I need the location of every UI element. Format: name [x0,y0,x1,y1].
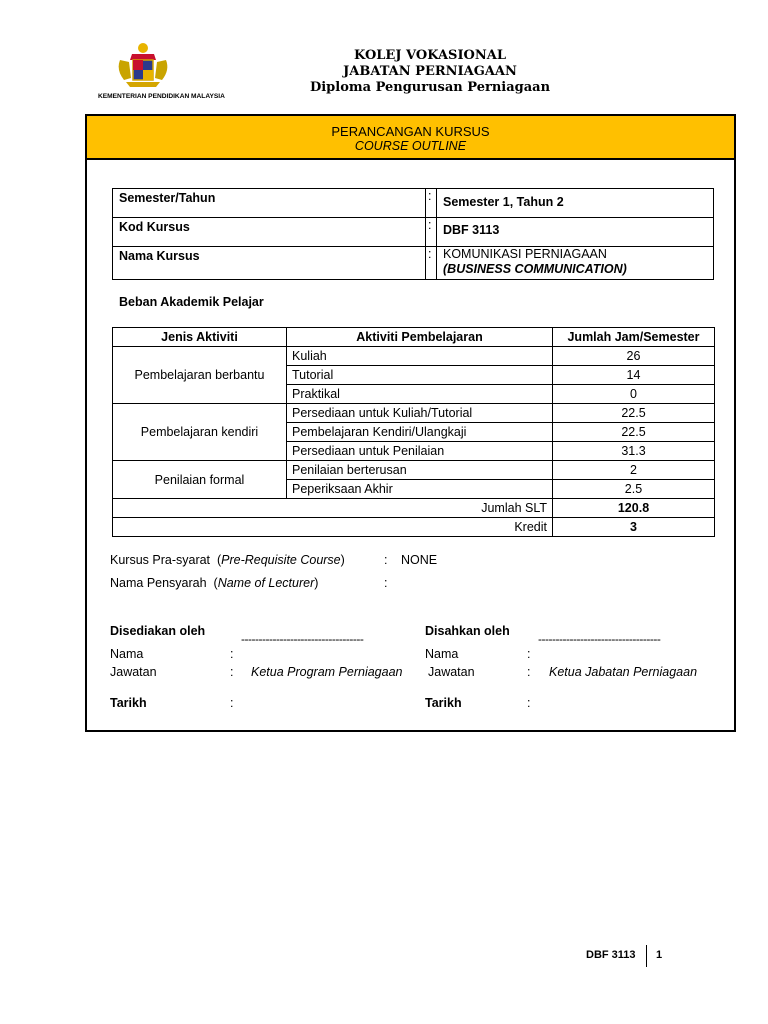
course-name-malay: KOMUNIKASI PERNIAGAAN [443,247,607,261]
prepared-jawatan-label: Jawatan [110,665,157,679]
approved-nama-label: Nama [425,647,459,661]
table-row [113,404,715,423]
prepared-tarikh-sep: : [230,696,234,710]
course-info-table [112,188,714,280]
table-row [113,518,715,537]
activity-type: Pembelajaran kendiri [113,404,287,461]
activity-hours: 22.5 [553,423,715,442]
prepared-nama-sep: : [230,647,234,661]
activity-name: Persediaan untuk Kuliah/Tutorial [287,404,553,423]
activity-hours: 26 [553,347,715,366]
info-sep: : [426,218,437,247]
activity-name: Peperiksaan Akhir [287,480,553,499]
approved-jawatan-sep: : [527,665,531,679]
activity-type: Penilaian formal [113,461,287,499]
table-row [113,247,714,280]
course-outline-banner [87,116,734,160]
prepared-jawatan-value: Ketua Program Perniagaan [251,665,403,679]
prereq-label-en: Pre-Requisite Course [221,553,341,567]
activity-hours: 22.5 [553,404,715,423]
lecturer-sep: : [384,576,388,590]
info-label: Nama Kursus [113,247,426,280]
department-name: JABATAN PERNIAGAAN [343,64,517,79]
info-label: Semester/Tahun [113,189,426,218]
info-value: Semester 1, Tahun 2 [437,189,714,218]
footer-course-code: DBF 3113 [586,949,636,961]
activity-hours: 2 [553,461,715,480]
approved-by-title: Disahkan oleh [425,624,510,638]
table-row [113,218,714,247]
activity-name: Kuliah [287,347,553,366]
table-header-row [113,328,715,347]
prepared-nama-label: Nama [110,647,144,661]
banner-title: PERANCANGAN KURSUS [331,124,490,139]
approved-jawatan-label: Jawatan [428,665,475,679]
activity-name: Persediaan untuk Penilaian [287,442,553,461]
activity-hours: 2.5 [553,480,715,499]
prepared-tarikh-label: Tarikh [110,696,147,710]
prereq-value: NONE [401,553,438,567]
lecturer-label-text: Nama Pensyarah [110,576,207,590]
activity-type: Pembelajaran berbantu [113,347,287,404]
diploma-name: Diploma Pengurusan Perniagaan [309,80,551,95]
column-header: Jumlah Jam/Semester [553,328,715,347]
info-value: DBF 3113 [437,218,714,247]
column-header: Jenis Aktiviti [113,328,287,347]
ministry-label: KEMENTERIAN PENDIDIKAN MALAYSIA [98,93,225,100]
coat-of-arms-logo [98,40,228,102]
approved-nama-sep: : [527,647,531,661]
prereq-sep: : [384,553,388,567]
banner-subtitle: COURSE OUTLINE [354,139,467,153]
lecturer-label: Nama Pensyarah (Name of Lecturer) [110,576,319,590]
info-sep: : [426,189,437,218]
prepared-signature-line: ----------------------------------- [241,632,364,646]
prereq-label: Kursus Pra-syarat (Pre-Requisite Course) [110,553,345,567]
prepared-jawatan-sep: : [230,665,234,679]
column-header: Aktiviti Pembelajaran [287,328,553,347]
activity-hours: 14 [553,366,715,385]
info-value [437,247,714,280]
course-name-english: (BUSINESS COMMUNICATION) [443,262,627,276]
activity-table [112,327,715,537]
total-slt-label: Jumlah SLT [113,499,553,518]
total-slt-value: 120.8 [553,499,715,518]
table-row [113,461,715,480]
page-number: 1 [656,949,663,961]
info-sep: : [426,247,437,280]
lecturer-label-en: Name of Lecturer [217,576,315,590]
prepared-by-title: Disediakan oleh [110,624,206,638]
activity-hours: 0 [553,385,715,404]
table-row [113,499,715,518]
approved-signature-line: ----------------------------------- [538,632,661,646]
activity-name: Praktikal [287,385,553,404]
college-name: KOLEJ VOKASIONAL [354,48,506,63]
prereq-label-text: Kursus Pra-syarat [110,553,211,567]
footer-divider [646,945,647,967]
table-row [113,189,714,218]
approved-tarikh-sep: : [527,696,531,710]
activity-name: Pembelajaran Kendiri/Ulangkaji [287,423,553,442]
section-title: Beban Akademik Pelajar [119,295,264,309]
credit-value: 3 [553,518,715,537]
approved-jawatan-value: Ketua Jabatan Perniagaan [549,665,698,679]
credit-label: Kredit [113,518,553,537]
info-label: Kod Kursus [113,218,426,247]
activity-name: Penilaian berterusan [287,461,553,480]
approved-tarikh-label: Tarikh [425,696,462,710]
activity-name: Tutorial [287,366,553,385]
activity-hours: 31.3 [553,442,715,461]
table-row [113,347,715,366]
